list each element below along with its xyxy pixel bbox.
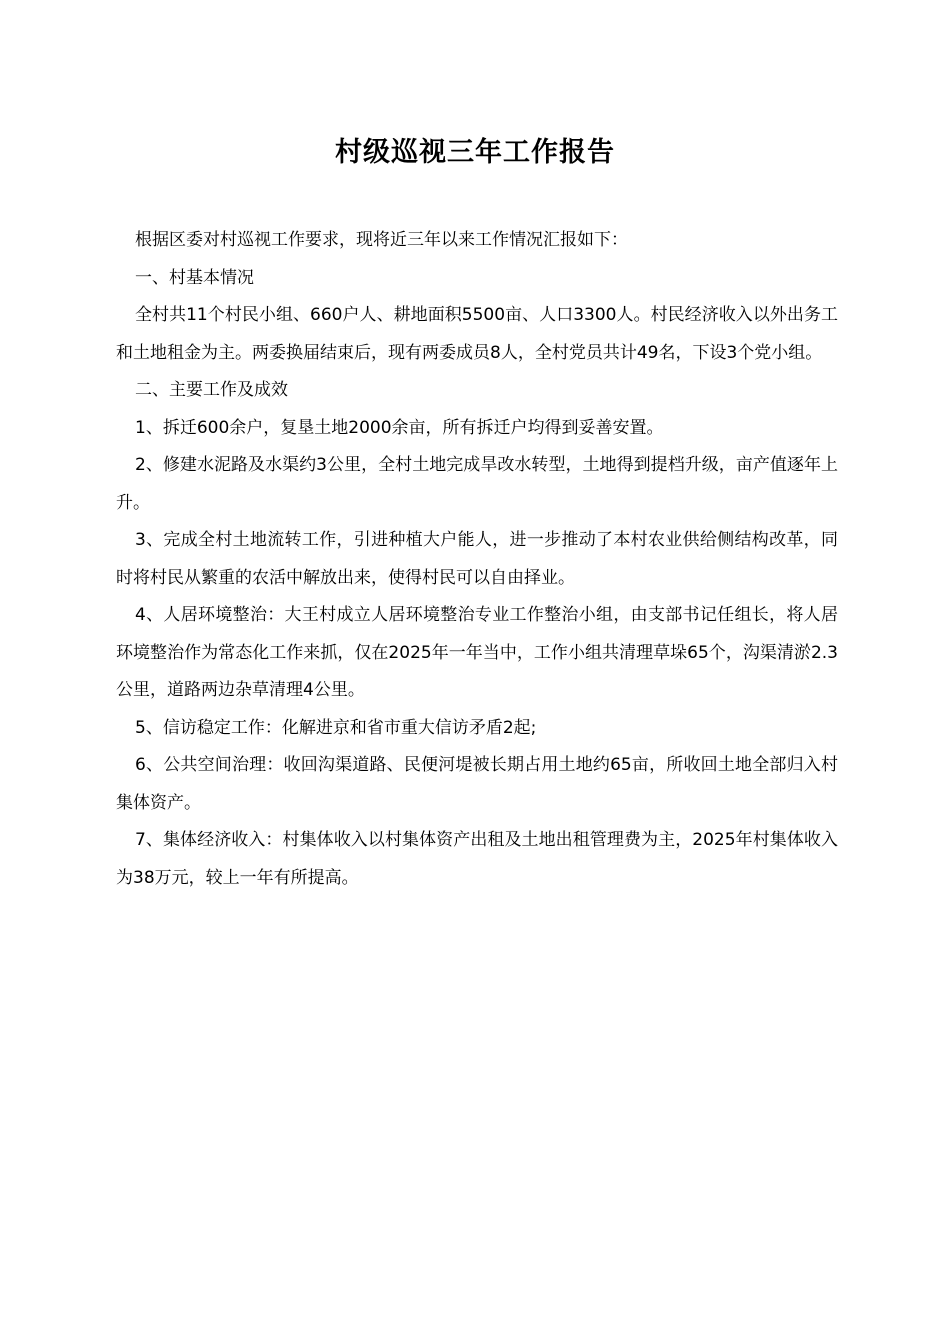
paragraph-intro: 根据区委对村巡视工作要求，现将近三年以来工作情况汇报如下：	[135, 230, 628, 250]
paragraph-item-3: 3、完成全村土地流转工作，引进种植大户能人，进一步推动了本村农业供给侧结构改革，同时将村民从繁重的农活中解放出来，使得村民可以自由择业。	[116, 530, 838, 588]
paragraph-item-2: 2、修建水泥路及水渠约3公里，全村土地完成旱改水转型，土地得到提档升级，亩产值逐年上升。	[116, 455, 838, 513]
paragraph-item-5: 5、信访稳定工作：化解进京和省市重大信访矛盾2起;	[135, 717, 537, 738]
paragraph-item-4: 4、人居环境整治：大王村成立人居环境整治专业工作整治小组，由支部书记任组长，将人居环境整治作为常态化工作来抓，仅在2025年一年当中，工作小组共清理草垛65个，沟渠清淤2.3公里，道路两边杂草清理4公里。	[116, 605, 838, 700]
paragraph-item-1: 1、拆迁600余户，复垦土地2000余亩，所有拆迁户均得到妥善安置。	[135, 417, 664, 438]
section-heading-basic-info: 一、村基本情况	[135, 267, 254, 288]
document-title: 村级巡视三年工作报告	[335, 137, 615, 168]
paragraph-basic-info: 全村共11个村民小组、660户人、耕地面积5500亩、人口3300人。村民经济收入以外出务工和土地租金为主。两委换届结束后，现有两委成员8人，全村党员共计49名，下设3个党小组。	[116, 305, 838, 363]
document-body	[116, 222, 838, 897]
paragraph-item-6: 6、公共空间治理：收回沟渠道路、民便河堤被长期占用土地约65亩，所收回土地全部归入村集体资产。	[116, 755, 838, 813]
section-heading-main-work: 二、主要工作及成效	[135, 380, 288, 400]
paragraph-item-7: 7、集体经济收入：村集体收入以村集体资产出租及土地出租管理费为主，2025年村集体收入为38万元，较上一年有所提高。	[116, 830, 838, 888]
